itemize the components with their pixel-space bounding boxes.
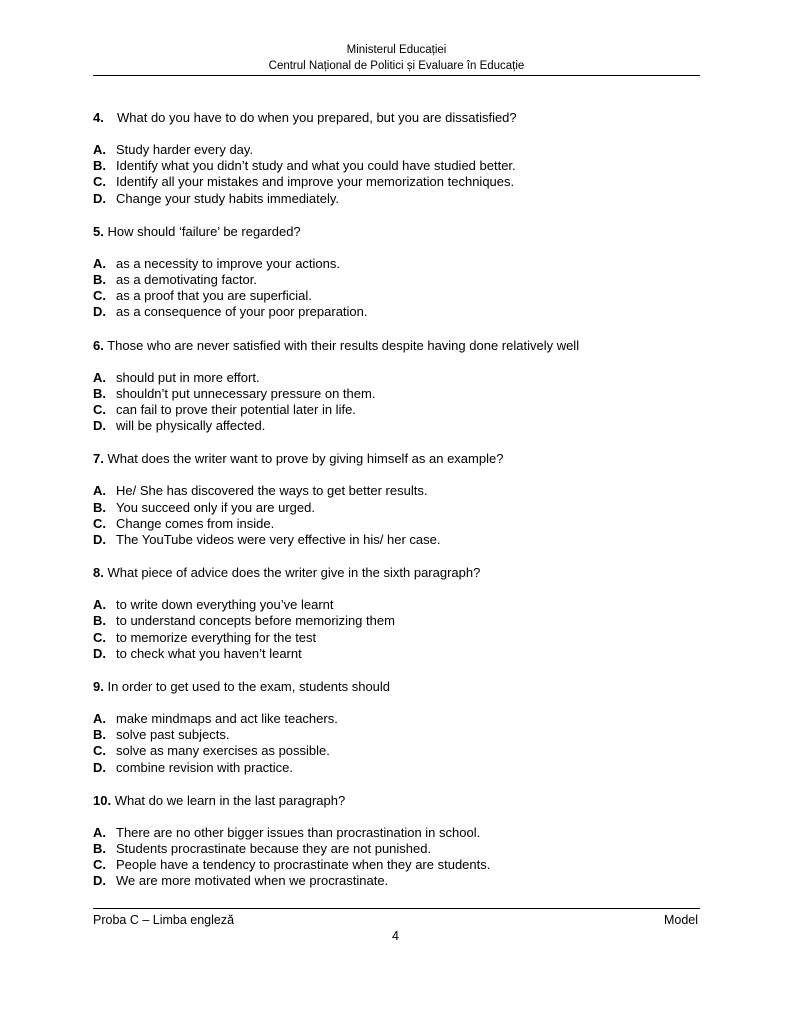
option-text: Change comes from inside.	[116, 515, 275, 531]
option-letter: D.	[93, 418, 106, 434]
question-text: What do we learn in the last paragraph?	[114, 792, 346, 808]
question-number: 10.	[93, 792, 112, 808]
option	[93, 370, 703, 386]
option-text: There are no other bigger issues than procrastination in school.	[116, 824, 481, 840]
option	[93, 613, 703, 629]
option-letter: C.	[93, 288, 106, 304]
option-letter: A.	[93, 597, 106, 613]
option	[93, 158, 703, 174]
option-text: combine revision with practice.	[116, 759, 294, 775]
option	[93, 743, 703, 759]
option-letter: D.	[93, 873, 106, 889]
option-letter: C.	[93, 629, 106, 645]
option-letter: B.	[93, 499, 106, 515]
option	[93, 386, 703, 402]
questions-list	[93, 109, 703, 890]
question-text: In order to get used to the exam, students should	[107, 679, 391, 695]
option	[93, 272, 703, 288]
option-text: You succeed only if you are urged.	[116, 499, 315, 515]
option-text: Identify all your mistakes and improve your memorization techniques.	[116, 174, 515, 190]
question-9	[93, 678, 703, 776]
option	[93, 142, 703, 158]
option	[93, 191, 703, 207]
option-letter: D.	[93, 304, 106, 320]
footer-divider	[93, 908, 700, 909]
question-5	[93, 223, 703, 321]
option-letter: B.	[93, 385, 106, 401]
question-text: What does the writer want to prove by giving himself as an example?	[107, 451, 504, 467]
option-letter: C.	[93, 743, 106, 759]
option	[93, 727, 703, 743]
option-text: solve as many exercises as possible.	[116, 743, 330, 759]
option	[93, 288, 703, 304]
option-letter: D.	[93, 190, 106, 206]
option	[93, 760, 703, 776]
option-text: to check what you haven’t learnt	[116, 645, 302, 661]
option-text: Identify what you didn’t study and what you could have studied better.	[116, 158, 516, 174]
option-text: shouldn’t put unnecessary pressure on them.	[116, 385, 376, 401]
option	[93, 516, 703, 532]
option-text: Study harder every day.	[116, 142, 254, 157]
option-text: should put in more effort.	[116, 369, 260, 385]
option-letter: B.	[93, 841, 106, 857]
option-text: Change your study habits immediately.	[116, 190, 340, 206]
option-letter: B.	[93, 158, 106, 174]
option-text: He/ She has discovered the ways to get better results.	[116, 483, 428, 499]
option-text: Students procrastinate because they are not punished.	[116, 841, 432, 857]
header-divider	[93, 75, 700, 76]
question-number: 7.	[93, 451, 104, 467]
question-text: How should ‘failure’ be regarded?	[107, 223, 301, 239]
option	[93, 825, 703, 841]
header-ministry: Ministerul Educației	[346, 44, 447, 56]
option-letter: D.	[93, 645, 106, 661]
page-header	[93, 42, 700, 74]
page-number: 4	[392, 929, 399, 943]
option	[93, 857, 703, 873]
option-text: as a demotivating factor.	[116, 272, 257, 288]
option	[93, 646, 703, 662]
footer-model-label: Model	[663, 913, 698, 927]
option-letter: C.	[93, 857, 106, 873]
option-letter: D.	[93, 532, 106, 548]
option-letter: A.	[93, 711, 106, 727]
option	[93, 841, 703, 857]
option	[93, 402, 703, 418]
option	[93, 256, 703, 272]
option-letter: C.	[93, 174, 106, 190]
option-text: as a necessity to improve your actions.	[116, 255, 340, 271]
option-text: to memorize everything for the test	[116, 629, 317, 645]
question-6	[93, 337, 703, 435]
option-letter: A.	[93, 255, 106, 271]
option-text: to write down everything you’ve learnt	[116, 597, 334, 613]
option-letter: D.	[93, 759, 106, 775]
option-text: to understand concepts before memorizing them	[116, 613, 395, 629]
option-text: People have a tendency to procrastinate when they are students.	[116, 857, 491, 873]
option	[93, 418, 703, 434]
option	[93, 597, 703, 613]
option-text: We are more motivated when we procrastinate.	[116, 873, 389, 889]
option-text: make mindmaps and act like teachers.	[116, 711, 338, 727]
option-letter: C.	[93, 515, 106, 531]
option-text: The YouTube videos were very effective in his/ her case.	[116, 532, 441, 548]
option-text: can fail to prove their potential later in life.	[116, 402, 356, 418]
option-letter: B.	[93, 613, 106, 629]
question-text: What piece of advice does the writer give in the sixth paragraph?	[107, 565, 481, 581]
header-center: Centrul Național de Politici și Evaluare în Educație	[268, 60, 525, 72]
option	[93, 174, 703, 190]
option	[93, 873, 703, 889]
option	[93, 483, 703, 499]
option-letter: A.	[93, 824, 106, 840]
question-number: 9.	[93, 679, 104, 695]
option-letter: B.	[93, 727, 106, 743]
option	[93, 630, 703, 646]
option-letter: A.	[93, 369, 106, 385]
option-text: as a proof that you are superficial.	[116, 288, 312, 304]
option-letter: B.	[93, 272, 106, 288]
question-number: 8.	[93, 565, 104, 581]
option-text: as a consequence of your poor preparation.	[116, 304, 368, 320]
question-text: Those who are never satisfied with their results despite having done relatively well	[107, 337, 580, 353]
option-letter: A.	[93, 142, 106, 157]
option-letter: A.	[93, 483, 106, 499]
question-text: What do you have to do when you prepared, but you are dissatisfied?	[117, 110, 517, 125]
option	[93, 711, 703, 727]
footer-exam-name: Proba C – Limba engleză	[93, 913, 235, 927]
option-text: will be physically affected.	[116, 418, 266, 434]
option-letter: C.	[93, 402, 106, 418]
question-4	[93, 109, 703, 207]
option	[93, 500, 703, 516]
option	[93, 304, 703, 320]
question-10	[93, 792, 703, 890]
question-number: 4.	[93, 110, 104, 125]
question-8	[93, 564, 703, 662]
option-text: solve past subjects.	[116, 727, 230, 743]
option	[93, 532, 703, 548]
question-number: 6.	[93, 337, 104, 353]
question-number: 5.	[93, 223, 104, 239]
question-7	[93, 450, 703, 548]
